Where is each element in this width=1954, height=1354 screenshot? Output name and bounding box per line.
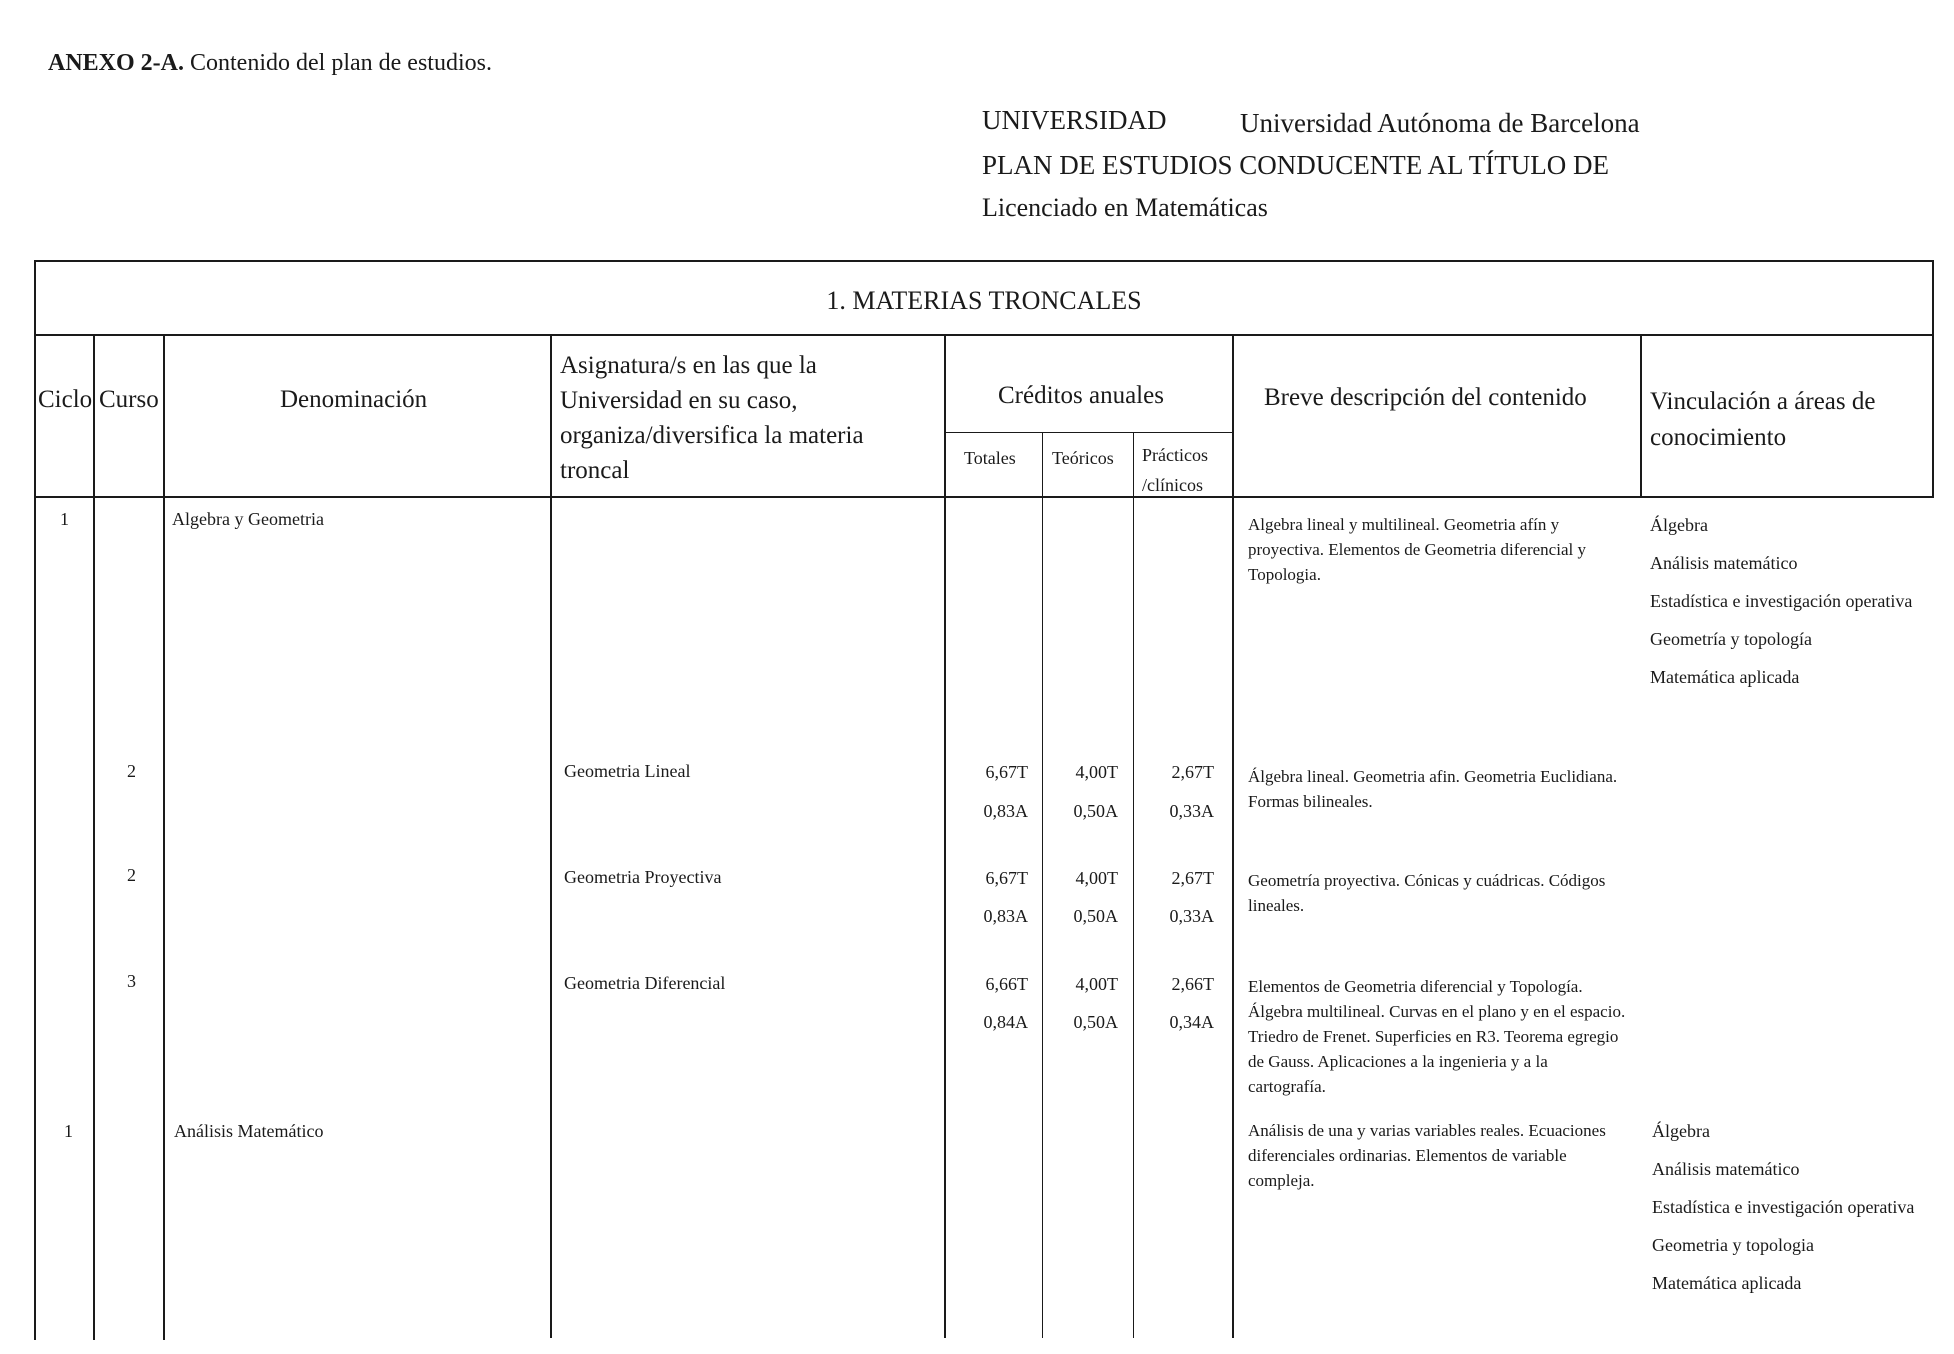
asig3-teoricos-a: 0,50A — [1073, 1012, 1118, 1032]
asig2-curso: 2 — [127, 865, 136, 885]
asig3-curso: 3 — [127, 971, 136, 991]
asig1-practicos-t: 2,67T — [1171, 762, 1214, 782]
materia1-areas — [1650, 512, 1920, 690]
table-top-border — [34, 260, 1934, 262]
col-teoricos-divider — [1133, 432, 1134, 1338]
table-banner: 1. MATERIAS TRONCALES — [826, 286, 1142, 315]
asig3-totales-t: 6,66T — [985, 974, 1028, 994]
header-teoricos: Teóricos — [1052, 448, 1114, 468]
materia2-descripcion: Análisis de una y varias variables reales. Ecuaciones diferenciales ordinarias. Elementos de variable compleja. — [1248, 1121, 1606, 1190]
materia1-descripcion: Algebra lineal y multilineal. Geometria afín y proyectiva. Elementos de Geometria diferencial y Topologia. — [1248, 515, 1586, 584]
header-asignatura — [560, 348, 864, 488]
asig1-descripcion: Álgebra lineal. Geometria afin. Geometria Euclidiana. Formas bilineales. — [1248, 767, 1618, 811]
header-ciclo: Ciclo — [38, 386, 93, 413]
materia1-area-1: Análisis matemático — [1650, 553, 1798, 573]
banner-bottom-border — [34, 334, 1934, 336]
asig2-nombre: Geometria Proyectiva — [564, 867, 722, 887]
university-value: Universidad Autónoma de Barcelona — [1240, 108, 1640, 138]
asig3-practicos-t: 2,66T — [1171, 974, 1214, 994]
asig3-descripcion: Elementos de Geometria diferencial y Topología. Álgebra multilineal. Curvas en el plano y en el espacio. Triedro de Frenet. Superficies en R3. Teorema egregio de Gauss. Aplicaciones a la ingenieria y a la cartografía. — [1248, 977, 1626, 1096]
materia1-area-2: Estadística e investigación operativa — [1650, 591, 1913, 611]
materia1-denominacion: Algebra y Geometria — [172, 509, 324, 529]
header-totales: Totales — [964, 448, 1016, 468]
asig1-totales-a: 0,83A — [983, 801, 1028, 821]
degree-title: Licenciado en Matemáticas — [982, 193, 1268, 222]
asig3-teoricos-t: 4,00T — [1075, 974, 1118, 994]
header-curso: Curso — [99, 386, 159, 413]
creditos-subheader-border — [944, 432, 1232, 433]
col-ciclo-divider — [93, 334, 95, 1340]
col-curso-divider — [163, 334, 165, 1340]
asig1-totales-t: 6,67T — [985, 762, 1028, 782]
asig2-totales-a: 0,83A — [983, 906, 1028, 926]
header-denominacion: Denominación — [280, 386, 428, 413]
annex-heading — [48, 50, 492, 77]
header-vinculacion-line1: Vinculación a áreas de — [1650, 388, 1876, 415]
annex-label: ANEXO 2-A. — [48, 50, 184, 76]
asig2-teoricos-t: 4,00T — [1075, 868, 1118, 888]
university-label: UNIVERSIDAD — [982, 105, 1167, 135]
asig1-teoricos-a: 0,50A — [1073, 801, 1118, 821]
col-asignatura-divider — [944, 334, 946, 1338]
materia2-area-0: Álgebra — [1652, 1121, 1710, 1141]
materia1-area-0: Álgebra — [1650, 515, 1708, 535]
materia2-area-4: Matemática aplicada — [1652, 1273, 1802, 1293]
col-descripcion-divider — [1640, 334, 1642, 498]
header-asignatura-line4: troncal — [560, 457, 630, 484]
table-left-border — [34, 260, 36, 1340]
asig3-nombre: Geometria Diferencial — [564, 973, 726, 993]
header-bottom-border — [34, 496, 1934, 498]
annex-text: Contenido del plan de estudios. — [190, 50, 492, 76]
asig2-teoricos-a: 0,50A — [1073, 906, 1118, 926]
header-practicos-line2: /clínicos — [1142, 475, 1203, 495]
asig2-totales-t: 6,67T — [985, 868, 1028, 888]
header-vinculacion — [1650, 384, 1875, 456]
col-denominacion-divider — [550, 334, 552, 1338]
materia1-area-3: Geometría y topología — [1650, 629, 1812, 649]
header-asignatura-line1: Asignatura/s en las que la — [560, 352, 817, 379]
asig1-practicos-a: 0,33A — [1169, 801, 1214, 821]
materia2-area-1: Análisis matemático — [1652, 1159, 1800, 1179]
header-asignatura-line3: organiza/diversifica la materia — [560, 422, 864, 449]
materia2-denominacion: Análisis Matemático — [174, 1121, 324, 1141]
asig1-curso: 2 — [127, 761, 136, 781]
header-practicos-line1: Prácticos — [1142, 445, 1208, 465]
asig1-teoricos-t: 4,00T — [1075, 762, 1118, 782]
materia2-areas — [1652, 1118, 1922, 1296]
plan-line: PLAN DE ESTUDIOS CONDUCENTE AL TÍTULO DE — [982, 150, 1609, 180]
materia2-ciclo: 1 — [64, 1121, 73, 1141]
asig2-practicos-a: 0,33A — [1169, 906, 1214, 926]
asig3-totales-a: 0,84A — [983, 1012, 1028, 1032]
col-totales-divider — [1042, 432, 1043, 1338]
asig1-nombre: Geometria Lineal — [564, 761, 691, 781]
header-descripcion: Breve descripción del contenido — [1264, 384, 1587, 411]
header-creditos: Créditos anuales — [998, 382, 1164, 409]
materia2-area-2: Estadística e investigación operativa — [1652, 1197, 1915, 1217]
col-creditos-divider — [1232, 334, 1234, 1338]
header-asignatura-line2: Universidad en su caso, — [560, 387, 798, 414]
materia1-ciclo: 1 — [60, 509, 69, 529]
asig2-practicos-t: 2,67T — [1171, 868, 1214, 888]
materia1-area-4: Matemática aplicada — [1650, 667, 1800, 687]
header-practicos — [1142, 440, 1208, 500]
materia2-area-3: Geometria y topologia — [1652, 1235, 1814, 1255]
asig3-practicos-a: 0,34A — [1169, 1012, 1214, 1032]
asig2-descripcion: Geometría proyectiva. Cónicas y cuádricas. Códigos lineales. — [1248, 871, 1606, 915]
header-vinculacion-line2: conocimiento — [1650, 424, 1787, 451]
